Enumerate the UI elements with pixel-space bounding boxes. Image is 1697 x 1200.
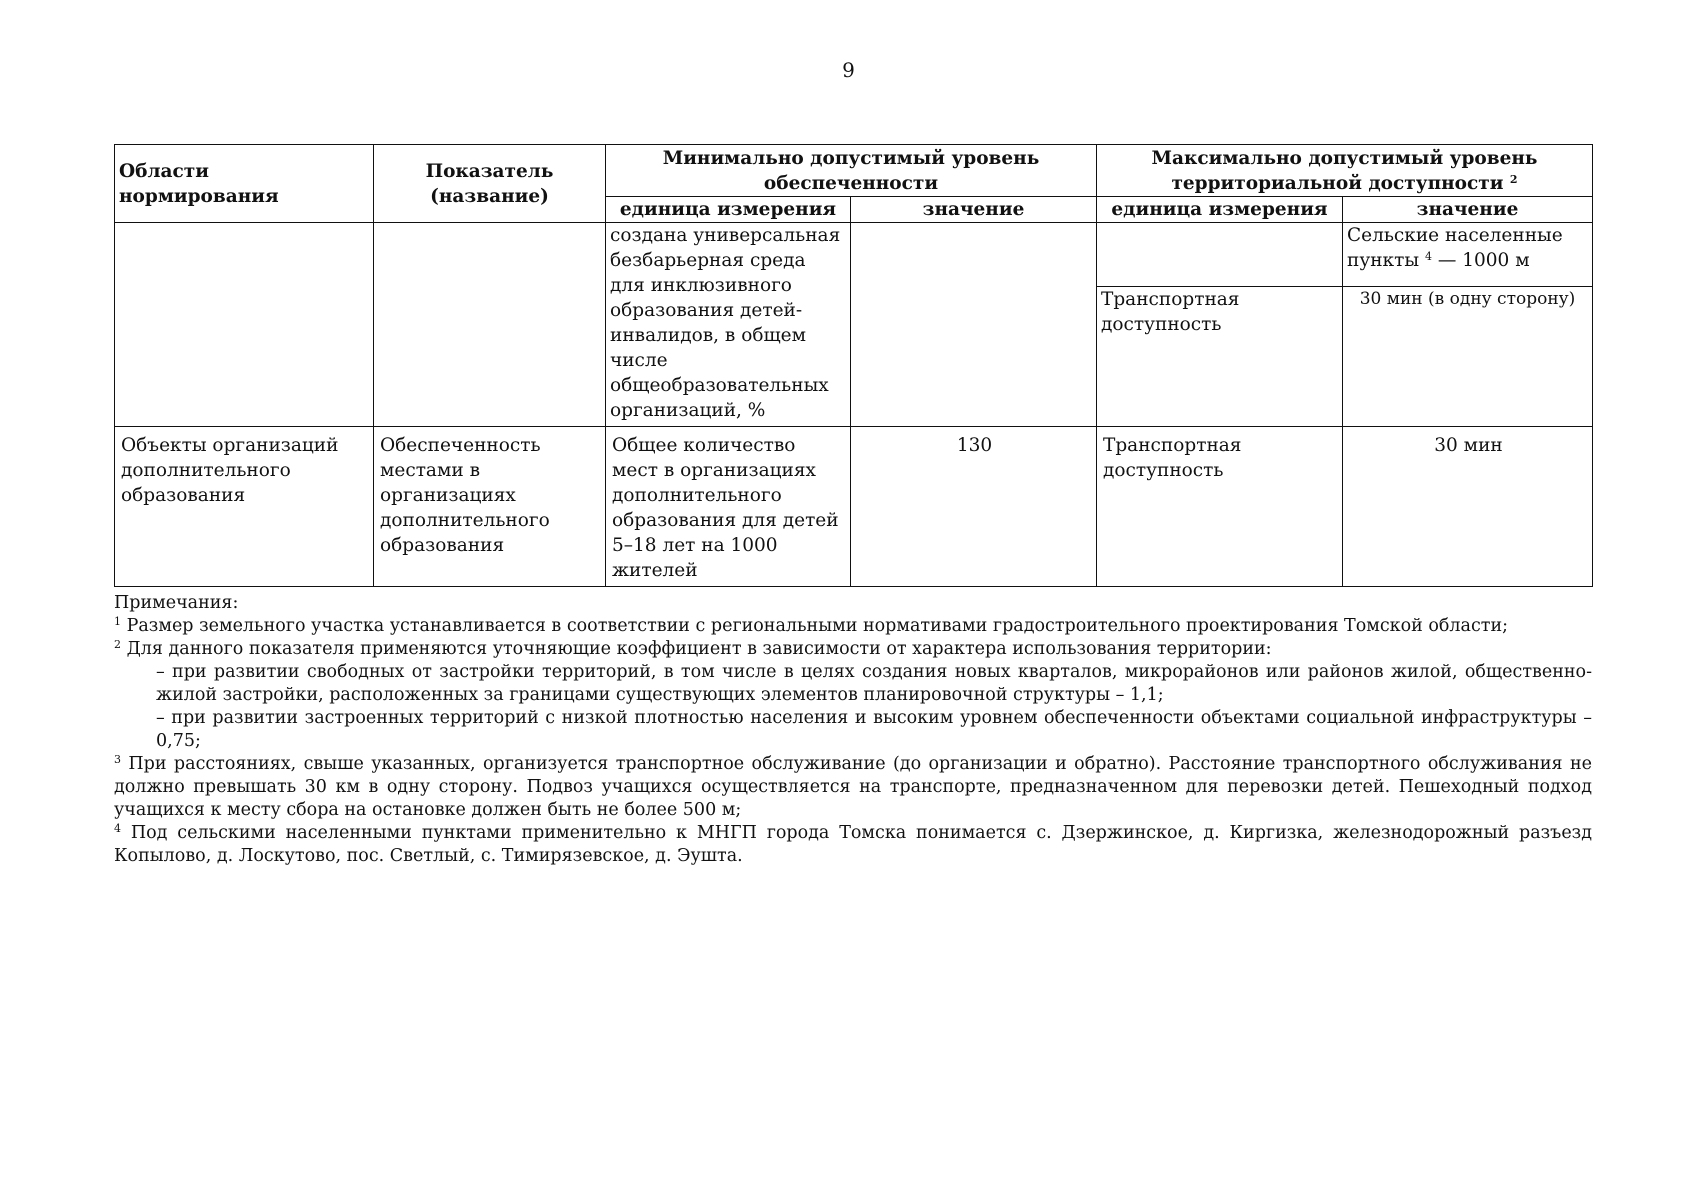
row1-area [115, 223, 374, 427]
header-min-unit: единица измерения [606, 197, 851, 223]
note-4 [114, 822, 1592, 868]
note-2-item-1: – при развитии свободных от застройки территорий, в том числе в целях создания новых кварталов, микрорайонов или районов жилой, общественно-жилой застройки, расположенных за границами существующих элементов планировочной структуры – 1,1; [156, 662, 1592, 705]
footnote-mark-2: 2 [1509, 172, 1518, 186]
row1-min-unit: создана универсальная безбарьерная среда для инклюзивного образования детей-инвалидов, в общем числе общеобразовательных организаций, % [606, 223, 851, 427]
note-2-mark: 2 [114, 638, 121, 651]
page-number: 9 [842, 58, 855, 82]
header-row-top [115, 145, 1593, 197]
header-max-unit: единица измерения [1097, 197, 1343, 223]
header-min-value: значение [851, 197, 1097, 223]
row2-indicator: Обеспеченность местами в организациях дополнительного образования [374, 427, 606, 587]
notes-section [114, 592, 1592, 868]
norms-table [114, 144, 1593, 587]
note-4-mark: 4 [114, 822, 121, 835]
note-4-text: Под сельскими населенными пунктами применительно к МНГП города Томска понимается с. Дзержинское, д. Киргизка, железнодорожный разъезд Копылово, д. Лоскутово, пос. Светлый, с. Тимирязевское, д. Эушта. [114, 823, 1592, 866]
row1-min-value [851, 223, 1097, 427]
row1-max-unit-a [1097, 223, 1343, 287]
row2-max-value: 30 мин [1343, 427, 1593, 587]
footnote-mark-4: 4 [1424, 250, 1432, 263]
row1-max-value-a-tail: — 1000 м [1431, 250, 1530, 271]
row1-indicator [374, 223, 606, 427]
row1-max-value-a-text: Сельские населенные пункты [1347, 225, 1563, 271]
row1-max-unit-b: Транспортная доступность [1097, 287, 1343, 427]
row1-max-value-b: 30 мин (в одну сторону) [1343, 287, 1593, 427]
row1-max-value-a [1343, 223, 1593, 287]
header-indicator: Показатель (название) [374, 145, 606, 223]
row2-min-value: 130 [851, 427, 1097, 587]
note-1-mark: 1 [114, 615, 121, 628]
note-1-text: Размер земельного участка устанавливается в соответствии с региональными нормативами градостроительного проектирования Томской области; [126, 616, 1509, 636]
table-row [115, 223, 1593, 287]
row2-min-unit: Общее количество мест в организациях дополнительного образования для детей 5–18 лет на 1000 жителей [606, 427, 851, 587]
note-3-text: При расстояниях, свыше указанных, организуется транспортное обслуживание (до организации и обратно). Расстояние транспортного обслуживания не должно превышать 30 км в одну сторону. Подвоз учащихся осуществляется на транспорте, предназначенном для перевозки детей. Пешеходный подход учащихся к месту сбора на остановке должен быть не более 500 м; [114, 754, 1592, 820]
header-min-level: Минимально допустимый уровень обеспеченности [606, 145, 1097, 197]
row2-area: Объекты организаций дополнительного образования [115, 427, 374, 587]
row2-max-unit: Транспортная доступность [1097, 427, 1343, 587]
note-1 [114, 615, 1592, 638]
note-2-text: Для данного показателя применяются уточняющие коэффициент в зависимости от характера использования территории: [126, 639, 1272, 659]
note-3 [114, 753, 1592, 822]
notes-title: Примечания: [114, 593, 239, 613]
note-3-mark: 3 [114, 753, 121, 766]
note-2-item-2: – при развитии застроенных территорий с низкой плотностью населения и высоким уровнем обеспеченности объектами социальной инфраструктуры – 0,75; [156, 708, 1592, 751]
header-max-value: значение [1343, 197, 1593, 223]
table-row [115, 427, 1593, 587]
header-max-level [1097, 145, 1593, 197]
note-2 [114, 638, 1592, 661]
header-max-level-text: Максимально допустимый уровень территориальной доступности [1151, 147, 1538, 194]
header-area: Области нормирования [115, 145, 374, 223]
